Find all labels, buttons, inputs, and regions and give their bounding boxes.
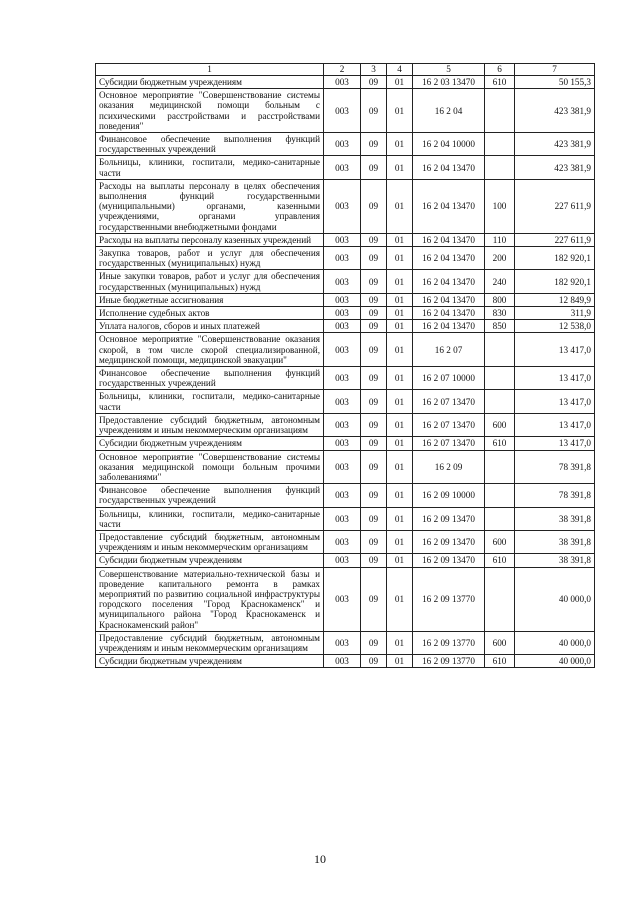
cell-section-code: 09 — [361, 631, 387, 654]
cell-name: Предоставление субсидий бюджетным, автономным учреждениям и иным некоммерческим организациям — [96, 631, 324, 654]
header-col-1: 1 — [96, 64, 324, 76]
cell-name: Предоставление субсидий бюджетным, автономным учреждениям и иным некоммерческим организациям — [96, 530, 324, 553]
cell-department-code: 003 — [324, 413, 361, 436]
cell-expense-type — [485, 507, 515, 530]
cell-target-article: 16 2 07 10000 — [413, 367, 485, 390]
table-row — [96, 133, 595, 156]
header-col-3: 3 — [361, 64, 387, 76]
cell-amount: 182 920,1 — [515, 247, 595, 270]
cell-amount: 423 381,9 — [515, 156, 595, 179]
cell-name: Предоставление субсидий бюджетным, автономным учреждениям и иным некоммерческим организациям — [96, 413, 324, 436]
cell-subsection-code: 01 — [387, 156, 413, 179]
cell-expense-type: 610 — [485, 437, 515, 450]
cell-amount: 13 417,0 — [515, 437, 595, 450]
cell-amount: 12 849,9 — [515, 293, 595, 306]
table-row — [96, 530, 595, 553]
page-number: 10 — [314, 852, 326, 866]
cell-department-code: 003 — [324, 247, 361, 270]
header-col-4: 4 — [387, 64, 413, 76]
cell-department-code: 003 — [324, 507, 361, 530]
cell-name: Совершенствование материально-технической базы и проведение капитального ремонта в рамках мероприятий по развитию социальной инфраструктуры городского поселения "Город Краснокаменск" и муниципального района "Город Краснокаменск и Краснокаменский район" — [96, 567, 324, 631]
cell-target-article: 16 2 04 10000 — [413, 133, 485, 156]
cell-section-code: 09 — [361, 484, 387, 507]
cell-subsection-code: 01 — [387, 247, 413, 270]
cell-amount: 423 381,9 — [515, 89, 595, 133]
cell-department-code: 003 — [324, 233, 361, 246]
cell-expense-type: 830 — [485, 307, 515, 320]
cell-name: Больницы, клиники, госпитали, медико-санитарные части — [96, 390, 324, 413]
cell-section-code: 09 — [361, 655, 387, 668]
cell-amount: 311,9 — [515, 307, 595, 320]
cell-subsection-code: 01 — [387, 76, 413, 89]
table-row — [96, 270, 595, 293]
cell-expense-type: 610 — [485, 554, 515, 567]
cell-amount: 40 000,0 — [515, 631, 595, 654]
cell-amount: 78 391,8 — [515, 450, 595, 484]
cell-name: Иные бюджетные ассигнования — [96, 293, 324, 306]
cell-name: Иные закупки товаров, работ и услуг для обеспечения государственных (муниципальных) нужд — [96, 270, 324, 293]
table-row — [96, 293, 595, 306]
table-row — [96, 554, 595, 567]
cell-department-code: 003 — [324, 530, 361, 553]
cell-subsection-code: 01 — [387, 133, 413, 156]
cell-subsection-code: 01 — [387, 367, 413, 390]
cell-section-code: 09 — [361, 437, 387, 450]
cell-amount: 13 417,0 — [515, 390, 595, 413]
cell-amount: 40 000,0 — [515, 655, 595, 668]
cell-department-code: 003 — [324, 450, 361, 484]
cell-name: Исполнение судебных актов — [96, 307, 324, 320]
cell-name: Основное мероприятие "Совершенствование системы оказания медицинской помощи больным прочими заболеваниями" — [96, 450, 324, 484]
cell-expense-type — [485, 333, 515, 367]
cell-subsection-code: 01 — [387, 333, 413, 367]
cell-target-article: 16 2 09 13470 — [413, 530, 485, 553]
header-col-7: 7 — [515, 64, 595, 76]
table-row — [96, 367, 595, 390]
table-row — [96, 179, 595, 233]
cell-section-code: 09 — [361, 293, 387, 306]
cell-target-article: 16 2 04 — [413, 89, 485, 133]
cell-expense-type: 610 — [485, 655, 515, 668]
cell-target-article: 16 2 07 13470 — [413, 390, 485, 413]
cell-name: Основное мероприятие "Совершенствование системы оказания медицинской помощи больным с психическими расстройствами и расстройствами поведения" — [96, 89, 324, 133]
cell-section-code: 09 — [361, 179, 387, 233]
cell-subsection-code: 01 — [387, 293, 413, 306]
cell-section-code: 09 — [361, 233, 387, 246]
cell-expense-type: 110 — [485, 233, 515, 246]
cell-department-code: 003 — [324, 631, 361, 654]
table-row — [96, 631, 595, 654]
cell-subsection-code: 01 — [387, 631, 413, 654]
cell-name: Расходы на выплаты персоналу казенных учреждений — [96, 233, 324, 246]
table-row — [96, 307, 595, 320]
cell-department-code: 003 — [324, 307, 361, 320]
cell-subsection-code: 01 — [387, 437, 413, 450]
cell-department-code: 003 — [324, 484, 361, 507]
cell-department-code: 003 — [324, 655, 361, 668]
cell-expense-type: 600 — [485, 413, 515, 436]
cell-expense-type — [485, 390, 515, 413]
cell-name: Расходы на выплаты персоналу в целях обеспечения выполнения функций государственными (муниципальными) органами, казенными учреждениями, органами управления государственными внебюджетными фондами — [96, 179, 324, 233]
cell-section-code: 09 — [361, 413, 387, 436]
cell-target-article: 16 2 04 13470 — [413, 233, 485, 246]
cell-section-code: 09 — [361, 76, 387, 89]
cell-target-article: 16 2 09 13470 — [413, 554, 485, 567]
cell-subsection-code: 01 — [387, 270, 413, 293]
table-row — [96, 567, 595, 631]
table-row — [96, 76, 595, 89]
cell-amount: 40 000,0 — [515, 567, 595, 631]
cell-target-article: 16 2 09 13770 — [413, 567, 485, 631]
cell-expense-type — [485, 450, 515, 484]
cell-department-code: 003 — [324, 133, 361, 156]
cell-section-code: 09 — [361, 450, 387, 484]
cell-target-article: 16 2 04 13470 — [413, 179, 485, 233]
header-col-5: 5 — [413, 64, 485, 76]
cell-expense-type: 200 — [485, 247, 515, 270]
cell-target-article: 16 2 09 — [413, 450, 485, 484]
cell-expense-type — [485, 133, 515, 156]
cell-section-code: 09 — [361, 156, 387, 179]
cell-expense-type — [485, 156, 515, 179]
cell-name: Финансовое обеспечение выполнения функций государственных учреждений — [96, 133, 324, 156]
cell-target-article: 16 2 09 13470 — [413, 507, 485, 530]
cell-target-article: 16 2 07 13470 — [413, 413, 485, 436]
cell-subsection-code: 01 — [387, 307, 413, 320]
cell-subsection-code: 01 — [387, 530, 413, 553]
cell-section-code: 09 — [361, 247, 387, 270]
cell-amount: 227 611,9 — [515, 233, 595, 246]
cell-subsection-code: 01 — [387, 567, 413, 631]
cell-department-code: 003 — [324, 367, 361, 390]
cell-department-code: 003 — [324, 76, 361, 89]
cell-subsection-code: 01 — [387, 484, 413, 507]
cell-department-code: 003 — [324, 567, 361, 631]
cell-expense-type — [485, 367, 515, 390]
table-row — [96, 413, 595, 436]
cell-amount: 12 538,0 — [515, 320, 595, 333]
cell-section-code: 09 — [361, 567, 387, 631]
table-row — [96, 390, 595, 413]
cell-amount: 423 381,9 — [515, 133, 595, 156]
cell-expense-type: 240 — [485, 270, 515, 293]
cell-subsection-code: 01 — [387, 89, 413, 133]
cell-department-code: 003 — [324, 437, 361, 450]
cell-target-article: 16 2 09 13770 — [413, 655, 485, 668]
cell-name: Больницы, клиники, госпитали, медико-санитарные части — [96, 507, 324, 530]
table-row — [96, 655, 595, 668]
cell-expense-type: 850 — [485, 320, 515, 333]
cell-name: Больницы, клиники, госпитали, медико-санитарные части — [96, 156, 324, 179]
table-header-row — [96, 64, 595, 76]
cell-department-code: 003 — [324, 89, 361, 133]
cell-name: Субсидии бюджетным учреждениям — [96, 76, 324, 89]
table-row — [96, 437, 595, 450]
header-col-6: 6 — [485, 64, 515, 76]
cell-target-article: 16 2 04 13470 — [413, 247, 485, 270]
budget-table — [95, 63, 595, 668]
cell-subsection-code: 01 — [387, 320, 413, 333]
cell-subsection-code: 01 — [387, 507, 413, 530]
cell-amount: 38 391,8 — [515, 554, 595, 567]
cell-name: Финансовое обеспечение выполнения функций государственных учреждений — [96, 484, 324, 507]
cell-department-code: 003 — [324, 270, 361, 293]
cell-section-code: 09 — [361, 554, 387, 567]
table-row — [96, 484, 595, 507]
cell-target-article: 16 2 04 13470 — [413, 293, 485, 306]
cell-section-code: 09 — [361, 367, 387, 390]
cell-amount: 38 391,8 — [515, 507, 595, 530]
cell-target-article: 16 2 04 13470 — [413, 270, 485, 293]
cell-name: Финансовое обеспечение выполнения функций государственных учреждений — [96, 367, 324, 390]
cell-expense-type: 800 — [485, 293, 515, 306]
cell-name: Субсидии бюджетным учреждениям — [96, 437, 324, 450]
table-body — [96, 76, 595, 668]
table-row — [96, 89, 595, 133]
cell-department-code: 003 — [324, 293, 361, 306]
cell-department-code: 003 — [324, 554, 361, 567]
cell-subsection-code: 01 — [387, 450, 413, 484]
cell-expense-type: 100 — [485, 179, 515, 233]
cell-section-code: 09 — [361, 390, 387, 413]
cell-subsection-code: 01 — [387, 390, 413, 413]
cell-amount: 13 417,0 — [515, 367, 595, 390]
cell-amount: 13 417,0 — [515, 333, 595, 367]
cell-section-code: 09 — [361, 270, 387, 293]
cell-expense-type: 600 — [485, 530, 515, 553]
cell-subsection-code: 01 — [387, 179, 413, 233]
cell-section-code: 09 — [361, 133, 387, 156]
cell-name: Субсидии бюджетным учреждениям — [96, 655, 324, 668]
cell-section-code: 09 — [361, 507, 387, 530]
cell-expense-type — [485, 484, 515, 507]
cell-section-code: 09 — [361, 307, 387, 320]
cell-name: Уплата налогов, сборов и иных платежей — [96, 320, 324, 333]
cell-expense-type: 600 — [485, 631, 515, 654]
table-row — [96, 333, 595, 367]
cell-department-code: 003 — [324, 156, 361, 179]
table-row — [96, 247, 595, 270]
cell-expense-type — [485, 89, 515, 133]
cell-subsection-code: 01 — [387, 554, 413, 567]
table-row — [96, 507, 595, 530]
table-row — [96, 233, 595, 246]
cell-department-code: 003 — [324, 390, 361, 413]
cell-target-article: 16 2 04 13470 — [413, 156, 485, 179]
cell-department-code: 003 — [324, 320, 361, 333]
cell-amount: 13 417,0 — [515, 413, 595, 436]
cell-department-code: 003 — [324, 179, 361, 233]
cell-department-code: 003 — [324, 333, 361, 367]
cell-amount: 182 920,1 — [515, 270, 595, 293]
cell-target-article: 16 2 04 13470 — [413, 320, 485, 333]
cell-target-article: 16 2 07 — [413, 333, 485, 367]
cell-name: Основное мероприятие "Совершенствование оказания скорой, в том числе скорой специализированной, медицинской помощи, медицинской эвакуации" — [96, 333, 324, 367]
cell-name: Закупка товаров, работ и услуг для обеспечения государственных (муниципальных) нужд — [96, 247, 324, 270]
cell-target-article: 16 2 07 13470 — [413, 437, 485, 450]
cell-amount: 38 391,8 — [515, 530, 595, 553]
cell-subsection-code: 01 — [387, 233, 413, 246]
cell-section-code: 09 — [361, 333, 387, 367]
cell-amount: 227 611,9 — [515, 179, 595, 233]
cell-amount: 50 155,3 — [515, 76, 595, 89]
cell-target-article: 16 2 04 13470 — [413, 307, 485, 320]
table-row — [96, 156, 595, 179]
cell-section-code: 09 — [361, 89, 387, 133]
cell-section-code: 09 — [361, 530, 387, 553]
cell-amount: 78 391,8 — [515, 484, 595, 507]
cell-target-article: 16 2 03 13470 — [413, 76, 485, 89]
cell-expense-type: 610 — [485, 76, 515, 89]
cell-section-code: 09 — [361, 320, 387, 333]
cell-subsection-code: 01 — [387, 655, 413, 668]
header-col-2: 2 — [324, 64, 361, 76]
cell-target-article: 16 2 09 13770 — [413, 631, 485, 654]
table-row — [96, 450, 595, 484]
cell-name: Субсидии бюджетным учреждениям — [96, 554, 324, 567]
cell-target-article: 16 2 09 10000 — [413, 484, 485, 507]
cell-subsection-code: 01 — [387, 413, 413, 436]
cell-expense-type — [485, 567, 515, 631]
table-row — [96, 320, 595, 333]
